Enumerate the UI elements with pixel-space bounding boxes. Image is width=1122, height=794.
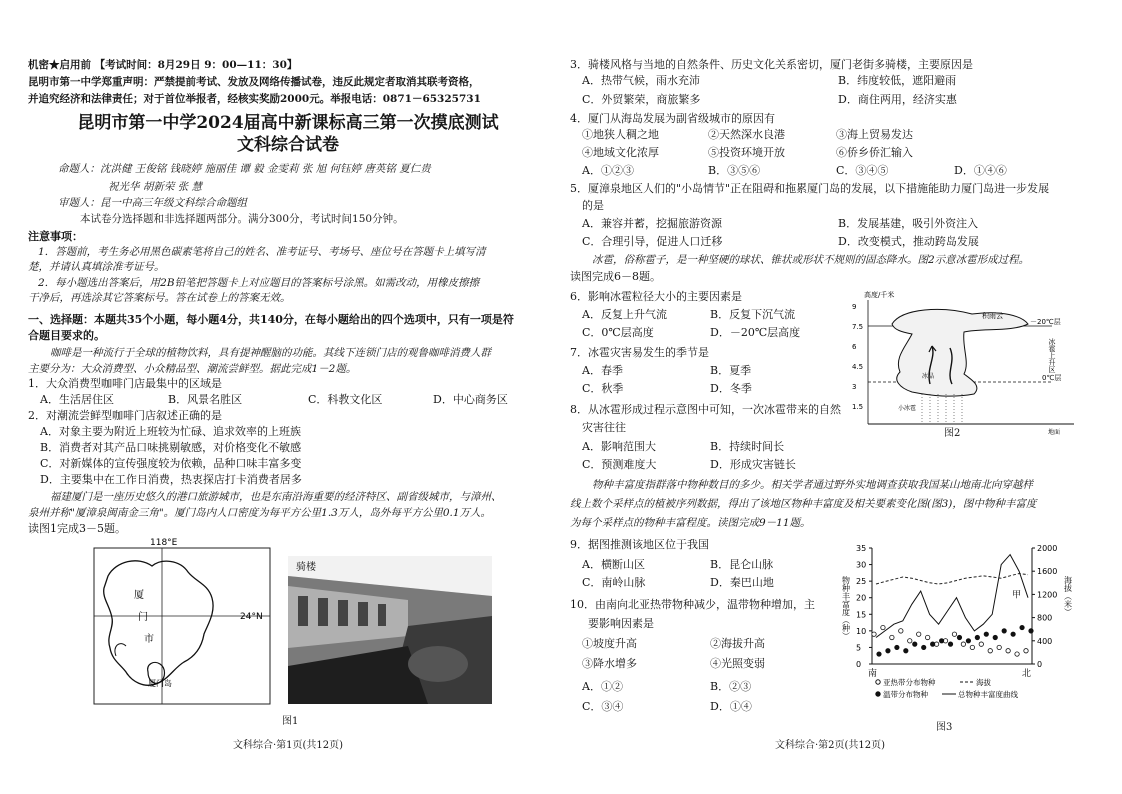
question-5-b: 的是	[582, 199, 604, 212]
hail-formation-diagram	[852, 288, 1078, 438]
subtropical-species-point	[1006, 649, 1010, 653]
q8-option-a[interactable]: A．影响范围大	[582, 440, 656, 453]
chart-x-south: 南	[868, 669, 878, 679]
subtropical-species-point	[988, 649, 992, 653]
subtropical-species-point	[925, 635, 929, 639]
chart-x-north: 北	[1022, 669, 1032, 679]
q7-option-d[interactable]: D．冬季	[710, 382, 752, 395]
fig2-tick-15: 1.5	[852, 403, 864, 411]
chart-left-tick-label: 15	[856, 610, 867, 620]
q8-option-c[interactable]: C．预测难度大	[582, 458, 657, 471]
legend-temperate-label: 温带分布物种	[883, 690, 928, 699]
species-chart-svg	[832, 536, 1094, 716]
chart-left-tick-label: 20	[856, 593, 867, 603]
fig2-label-side: 冰雹上升区	[1048, 338, 1056, 373]
legend-temperate-marker	[876, 692, 880, 696]
figure-3-caption: 图3	[936, 722, 953, 733]
subtropical-species-point	[1024, 649, 1028, 653]
q5-option-d[interactable]: D．改变模式，推动跨岛发展	[838, 235, 979, 248]
question-5-a: 5．厦漳泉地区人们的"小岛情节"正在阻碍和拖累厦门岛的发展，以下措施能助力厦门岛进一步发展	[570, 182, 1050, 195]
q10-option-b[interactable]: B．②③	[710, 680, 752, 693]
chart-right-tick-label: 1200	[1037, 590, 1058, 600]
temperate-species-point	[1002, 629, 1006, 633]
temperate-species-point	[895, 645, 899, 649]
species-passage-a: 物种丰富度指群落中物种数目的多少。相关学者通过野外实地调查获取我国某山地南北向穿越样	[592, 479, 1033, 491]
q1-option-d[interactable]: D．中心商务区	[433, 393, 508, 406]
fig2-label-ice: 冰晶	[922, 373, 935, 380]
species-passage-b: 线上数个采样点的植被序列数据，得出了该地区物种丰富度及相关要素变化图(图3)，图中物种丰富度	[570, 498, 1037, 510]
xiamen-passage-b: 泉州并称"厦漳泉闽南金三角"。厦门岛内人口密度为每平方公里1.3万人，岛外每平方公里0.1万人。	[28, 507, 492, 519]
q10-option-c[interactable]: C．③④	[582, 700, 624, 713]
q9-option-b[interactable]: B．昆仑山脉	[710, 558, 774, 571]
q6-option-c[interactable]: C．0℃层高度	[582, 326, 654, 339]
figure-2-caption: 图2	[944, 428, 961, 439]
q10-item-1: ①坡度升高	[582, 637, 637, 650]
species-passage-c: 为每个采样点的物种丰富程度。读图完成9－11题。	[570, 517, 811, 529]
section-1-b: 合题目要求的。	[28, 329, 105, 342]
map-label-shi: 市	[144, 634, 154, 645]
subtropical-species-point	[872, 632, 876, 636]
temperate-species-point	[930, 642, 934, 646]
fig2-y-title: 高度/千米	[864, 291, 895, 299]
page-2	[570, 0, 1094, 794]
xiamen-passage-c: 读图1完成3－5题。	[28, 522, 126, 535]
map-label-xia: 厦	[134, 590, 144, 601]
chart-left-tick-label: 0	[856, 660, 862, 669]
page-2-footer: 文科综合·第2页(共12页)	[774, 740, 886, 751]
q6-option-a[interactable]: A．反复上升气流	[582, 308, 667, 321]
q10-option-d[interactable]: D．①④	[710, 700, 752, 713]
q7-option-b[interactable]: B．夏季	[710, 364, 752, 377]
fig2-tick-6: 6	[852, 343, 857, 351]
temperate-species-point	[975, 635, 979, 639]
map-latitude: 24°N	[240, 612, 263, 622]
temperate-species-point	[1020, 625, 1024, 629]
temperate-species-point	[886, 649, 890, 653]
temperate-species-point	[948, 642, 952, 646]
q9-option-a[interactable]: A．横断山区	[582, 558, 645, 571]
question-7: 7．冰雹灾害易发生的季节是	[570, 346, 709, 359]
q5-option-c[interactable]: C．合理引导，促进人口迁移	[582, 235, 723, 248]
q3-option-c[interactable]: C．外贸繁荣，商旅繁多	[582, 93, 701, 106]
subtropical-species-point	[917, 632, 921, 636]
hail-passage-b: 读图完成6－8题。	[570, 270, 661, 283]
temperate-species-point	[904, 649, 908, 653]
page-1-footer: 文科综合·第1页(共12页)	[232, 740, 344, 751]
temperate-species-point	[993, 635, 997, 639]
arcade-photo-drawing	[288, 556, 492, 704]
subtropical-species-point	[970, 645, 974, 649]
question-3: 3．骑楼风格与当地的自然条件、历史文化关系密切，厦门老街多骑楼，主要原因是	[570, 58, 973, 71]
temperate-species-point	[984, 632, 988, 636]
page-1	[28, 0, 548, 794]
q3-option-a[interactable]: A．热带气候，雨水充沛	[582, 74, 700, 87]
temperate-species-point	[877, 652, 881, 656]
q4-item-3: ③海上贸易发达	[836, 128, 913, 141]
q8-option-d[interactable]: D．形成灾害链长	[710, 458, 796, 471]
question-9: 9．据图推测该地区位于我国	[570, 538, 709, 551]
question-8-a: 8．从冰雹形成过程示意图中可知，一次冰雹带来的自然	[570, 403, 841, 416]
xiamen-passage-a: 福建厦门是一座历史悠久的港口旅游城市，也是东南沿海重要的经济特区、副省级城市，与漳州、	[50, 491, 502, 503]
chart-right-tick-label: 1600	[1037, 567, 1058, 577]
fig2-tick-3: 3	[852, 383, 857, 391]
note-1a: 1．答题前，考生务必用黑色碳素笔将自己的姓名、准考证号、考场号、座位号在答题卡上填写清	[38, 246, 486, 258]
figure-1-caption: 图1	[282, 716, 299, 727]
question-8-b: 灾害往往	[582, 421, 626, 434]
fig2-tick-75: 7.5	[852, 323, 864, 331]
q4-option-d[interactable]: D．①④⑥	[954, 164, 1007, 177]
coffee-passage-b: 主要分为：大众消费型、小众精品型、潮流尝鲜型。据此完成1－2题。	[28, 363, 357, 375]
chart-point-label: 甲	[1012, 590, 1022, 601]
notice-line-2: 并追究经济和法律责任；对于首位举报者，经核实奖励2000元。举报电话：0871－65325731	[28, 93, 481, 105]
chart-left-axis-title: 物种丰富度（种）	[841, 576, 851, 640]
q9-option-c[interactable]: C．南岭山脉	[582, 576, 646, 589]
fig2-label-minus20: －20℃层	[1030, 318, 1061, 326]
q7-option-c[interactable]: C．秋季	[582, 382, 624, 395]
section-1-a: 一、选择题：本题共35个小题，每小题4分，共140分，在每小题给出的四个选项中，只有一项是符	[28, 313, 514, 326]
question-1: 1．大众消费型咖啡门店最集中的区域是	[28, 377, 222, 390]
hail-passage-a: 冰雹，俗称雹子，是一种坚硬的球状、锥状或形状不规则的固态降水。图2示意冰雹形成过程。	[592, 254, 1030, 266]
q4-item-2: ②天然深水良港	[708, 128, 785, 141]
q10-item-4: ④光照变弱	[710, 657, 765, 670]
q4-option-c[interactable]: C．③④⑤	[836, 164, 889, 177]
q4-item-1: ①地狭人稠之地	[582, 128, 659, 141]
note-2b: 干净后，再选涂其它答案标号。答在试卷上的答案无效。	[28, 292, 291, 304]
chart-right-tick-label: 400	[1037, 636, 1053, 646]
chart-right-tick-label: 0	[1037, 660, 1043, 669]
legend-total-label: 总物种丰富度曲线	[958, 690, 1018, 699]
chart-left-tick-label: 30	[856, 560, 867, 570]
subtropical-species-point	[1015, 652, 1019, 656]
header-line: 机密★启用前 【考试时间：8月29日 9：00—11：30】	[28, 59, 298, 71]
map-longitude: 118°E	[150, 538, 178, 548]
q10-item-2: ②海拔升高	[710, 637, 765, 650]
elevation-line	[876, 574, 1028, 585]
fig2-tick-9: 9	[852, 303, 857, 311]
fig2-tick-45: 4.5	[852, 363, 864, 371]
temperate-species-point	[922, 645, 926, 649]
q6-option-b[interactable]: B．反复下沉气流	[710, 308, 796, 321]
q2-option-d[interactable]: D．主要集中在工作日消费，热衷探店打卡消费者居多	[40, 473, 302, 486]
q1-option-b[interactable]: B．风景名胜区	[168, 393, 243, 406]
q10-option-a[interactable]: A．①②	[582, 680, 623, 693]
temperate-species-point	[957, 635, 961, 639]
q4-option-b[interactable]: B．③⑤⑥	[708, 164, 761, 177]
question-4: 4．厦门从海岛发展为副省级城市的原因有	[570, 112, 775, 125]
reviewer-line: 审题人：昆一中高三年级文科综合命题组	[58, 197, 247, 209]
q5-option-b[interactable]: B．发展基建，吸引外资注入	[838, 217, 979, 230]
map-label-island: 厦门岛	[148, 679, 172, 688]
xiamen-map	[76, 536, 278, 708]
subtropical-species-point	[908, 639, 912, 643]
q4-item-6: ⑥侨乡侨汇输入	[836, 146, 913, 159]
question-2: 2．对潮流尝鲜型咖啡门店叙述正确的是	[28, 409, 222, 422]
temperate-species-point	[1029, 629, 1033, 633]
q4-option-a[interactable]: A．①②③	[582, 164, 634, 177]
subtropical-species-point	[952, 632, 956, 636]
fig2-label-small-hail: 小冰雹	[898, 405, 917, 412]
notice-line-1: 昆明市第一中学郑重声明：严禁提前考试、发放及网络传播试卷，违反此规定者取消其联考资格，	[28, 76, 480, 88]
q3-option-b[interactable]: B．纬度较低，遮阳避雨	[838, 74, 957, 87]
chart-right-axis-title: 海拔（米）	[1063, 576, 1073, 616]
chart-left-tick-label: 25	[856, 577, 867, 587]
q2-option-b[interactable]: B．消费者对其产品口味挑剔敏感，对价格变化不敏感	[40, 441, 302, 454]
photo-label: 骑楼	[296, 562, 316, 573]
chart-right-tick-label: 2000	[1037, 544, 1058, 553]
subtropical-species-point	[881, 625, 885, 629]
chart-left-tick-label: 35	[856, 544, 867, 553]
authors-line-1: 命题人：沈洪健 王俊铭 钱晓婷 施丽佳 谭 毅 金雯莉 张 旭 何钰婷 唐英铭 夏仁贵	[58, 163, 431, 175]
temperate-species-point	[1011, 632, 1015, 636]
page-title: 昆明市第一中学2024届高中新课标高三第一次摸底测试	[77, 113, 499, 133]
subtropical-species-point	[979, 642, 983, 646]
q8-option-b[interactable]: B．持续时间长	[710, 440, 785, 453]
species-richness-chart	[832, 536, 1094, 716]
total-richness-line	[876, 555, 1028, 638]
note-2a: 2．每小题选出答案后，用2B铅笔把答题卡上对应题目的答案标号涂黑。如需改动，用橡皮擦擦	[38, 277, 480, 289]
q6-option-d[interactable]: D．－20℃层高度	[710, 326, 801, 339]
intro-line: 本试卷分选择题和非选择题两部分。满分300分，考试时间150分钟。	[80, 213, 404, 225]
q10-item-3: ③降水增多	[582, 657, 637, 670]
q1-option-c[interactable]: C．科教文化区	[308, 393, 383, 406]
q5-option-a[interactable]: A．兼容并蓄，挖掘旅游资源	[582, 217, 722, 230]
temperate-species-point	[939, 639, 943, 643]
question-10-a: 10．由南向北亚热带物种减少，温带物种增加，主	[570, 598, 815, 611]
q7-option-a[interactable]: A．春季	[582, 364, 623, 377]
q9-option-d[interactable]: D．秦巴山地	[710, 576, 774, 589]
q4-item-5: ⑤投资环境开放	[708, 146, 785, 159]
map-label-men: 门	[138, 612, 148, 623]
subtropical-species-point	[961, 642, 965, 646]
hail-diagram-drawing	[852, 288, 1078, 438]
q2-option-a[interactable]: A．对象主要为附近上班较为忙碌、追求效率的上班族	[40, 425, 301, 438]
fig2-label-cloud: 积雨云	[982, 312, 1003, 320]
q1-option-a[interactable]: A．生活居住区	[40, 393, 114, 406]
legend-subtropical-label: 亚热带分布物种	[883, 678, 936, 687]
xiamen-map-drawing	[76, 536, 278, 708]
arcade-building-photo	[288, 556, 492, 704]
notes-heading: 注意事项：	[28, 230, 83, 243]
temperate-species-point	[966, 639, 970, 643]
page-subtitle: 文科综合试卷	[237, 135, 339, 155]
subtropical-species-point	[899, 629, 903, 633]
question-6: 6．影响冰雹粒径大小的主要因素是	[570, 290, 742, 303]
subtropical-species-point	[997, 645, 1001, 649]
legend-subtropical-marker	[876, 680, 880, 684]
chart-left-tick-label: 5	[856, 643, 862, 653]
authors-line-2: 祝光华 胡新荣 张 慧	[108, 181, 203, 193]
fig2-label-ground: 地面	[1048, 429, 1061, 436]
q4-item-4: ④地域文化浓厚	[582, 146, 659, 159]
note-1b: 楚，并请认真填涂准考证号。	[28, 261, 165, 273]
fig2-label-zero: 0℃层	[1042, 374, 1062, 382]
chart-left-tick-label: 10	[856, 626, 867, 636]
temperate-species-point	[913, 642, 917, 646]
coffee-passage-a: 咖啡是一种流行于全球的植物饮料，具有提神醒脑的功能。其线下连锁门店的观鲁咖啡消费人群	[50, 347, 491, 359]
chart-right-tick-label: 800	[1037, 613, 1053, 623]
subtropical-species-point	[890, 635, 894, 639]
q3-option-d[interactable]: D．商住两用，经济实惠	[838, 93, 957, 106]
question-10-b: 要影响因素是	[588, 617, 654, 630]
q2-option-c[interactable]: C．对新媒体的宣传强度较为依赖，品种口味丰富多变	[40, 457, 302, 470]
legend-elevation-label: 海拔	[976, 678, 991, 687]
